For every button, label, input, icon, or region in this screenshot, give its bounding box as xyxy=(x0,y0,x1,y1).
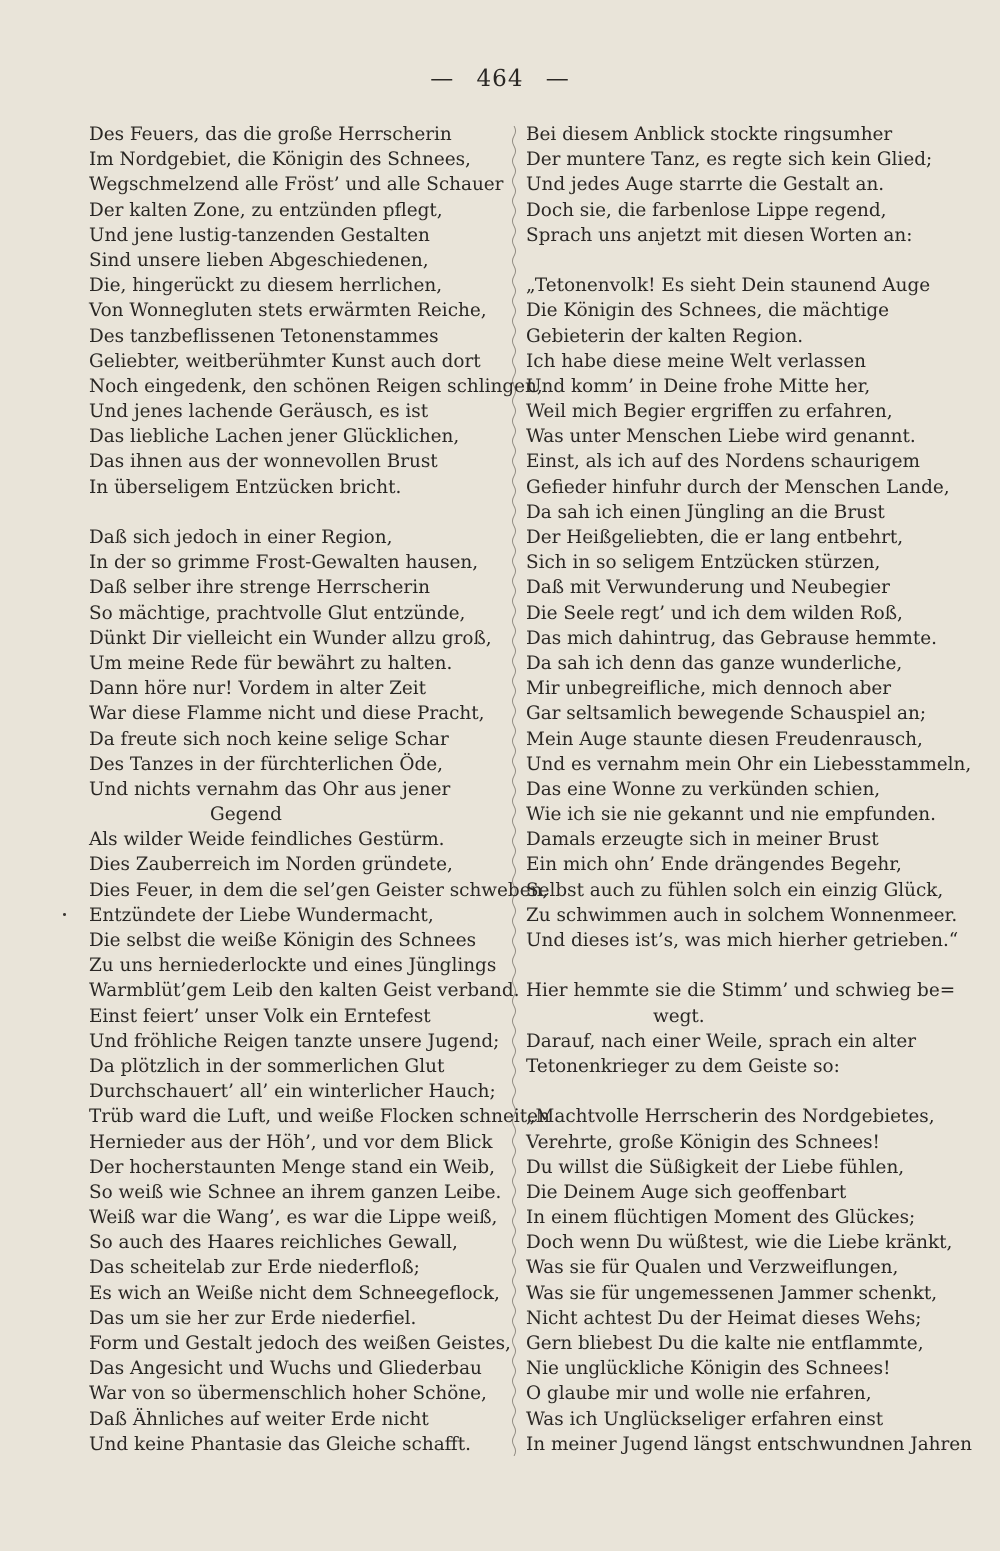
text-line: Um meine Rede für bewährt zu halten. xyxy=(89,652,453,674)
text-line: Doch sie, die farbenlose Lippe regend, xyxy=(526,199,887,221)
text-line: Und keine Phantasie das Gleiche schafft. xyxy=(89,1433,471,1455)
right-column xyxy=(526,122,973,1457)
text-line: Und jedes Auge starrte die Gestalt an. xyxy=(526,174,885,196)
text-line: Da plötzlich in der sommerlichen Glut xyxy=(89,1055,445,1077)
text-line: Der muntere Tanz, es regte sich kein Glied; xyxy=(526,149,933,171)
text-line: Warmblüt’gem Leib den kalten Geist verband. xyxy=(89,980,520,1002)
text-line: Das ihnen aus der wonnevollen Brust xyxy=(89,451,438,473)
page-number: 464 xyxy=(476,66,524,92)
text-line: Dies Feuer, in dem die sel’gen Geister schweben, xyxy=(89,879,549,901)
text-line: Darauf, nach einer Weile, sprach ein alter xyxy=(526,1030,917,1052)
text-line: Da sah ich denn das ganze wunderliche, xyxy=(526,652,903,674)
text-line: Form und Gestalt jedoch des weißen Geistes, xyxy=(89,1333,511,1354)
text-line: Und jenes lachende Geräusch, es ist xyxy=(89,401,429,423)
left-stanza-2b xyxy=(89,827,550,1457)
text-line: Was sie für Qualen und Verzweiflungen, xyxy=(526,1257,899,1279)
text-line: Wegschmelzend alle Fröst’ und alle Schauer xyxy=(89,174,504,196)
text-line: Nie unglückliche Königin des Schnees! xyxy=(526,1358,891,1380)
text-line: Der kalten Zone, zu entzünden pflegt, xyxy=(89,199,443,221)
right-stanza-3 xyxy=(526,1029,936,1079)
text-line: In der so grimme Frost-Gewalten hausen, xyxy=(89,552,479,574)
text-line: Zu schwimmen auch in solchem Wonnenmeer. xyxy=(526,904,958,926)
text-line: So weiß wie Schnee an ihrem ganzen Leibe. xyxy=(89,1181,502,1203)
text-line: Gefieder hinfuhr durch der Menschen Lande, xyxy=(526,476,950,498)
text-line: Das scheitelab zur Erde niederfloß; xyxy=(89,1257,420,1279)
text-line: Geliebter, weitberühmter Kunst auch dort xyxy=(89,350,481,372)
text-line: Gern bliebest Du die kalte nie entflammte, xyxy=(526,1333,924,1354)
text-line: Im Nordgebiet, die Königin des Schnees, xyxy=(89,149,471,171)
text-line: Entzündete der Liebe Wundermacht, xyxy=(89,904,434,926)
text-line: Hernieder aus der Höh’, und vor dem Blick xyxy=(89,1131,493,1153)
text-line: Sprach uns anjetzt mit diesen Worten an: xyxy=(526,224,913,246)
text-line: Die Königin des Schnees, die mächtige xyxy=(526,300,890,322)
text-line: Daß selber ihre strenge Herrscherin xyxy=(89,577,430,599)
text-line: Das um sie her zur Erde niederfiel. xyxy=(89,1307,417,1329)
text-line: Es wich an Weiße nicht dem Schneegeflock, xyxy=(89,1282,500,1304)
text-line: So mächtige, prachtvolle Glut entzünde, xyxy=(89,602,466,624)
text-line: Und nichts vernahm das Ohr aus jener xyxy=(89,778,451,800)
text-line: Doch wenn Du wüßtest, wie die Liebe kränkt, xyxy=(526,1232,953,1254)
text-line: Zu uns herniederlockte und eines Jünglings xyxy=(89,955,497,977)
text-line: War diese Flamme nicht und diese Pracht, xyxy=(89,703,485,725)
text-line: Gebieterin der kalten Region. xyxy=(526,325,804,347)
text-line: Und jene lustig-tanzenden Gestalten xyxy=(89,224,430,246)
text-line: Die, hingerückt zu diesem herrlichen, xyxy=(89,275,443,297)
text-line: In einem flüchtigen Moment des Glückes; xyxy=(526,1207,916,1229)
text-line: Die Deinem Auge sich geoffenbart xyxy=(526,1181,847,1203)
text-line: Da freute sich noch keine selige Schar xyxy=(89,728,449,750)
text-line: Daß Ähnliches auf weiter Erde nicht xyxy=(89,1408,429,1430)
text-line: Des tanzbeflissenen Tetonenstammes xyxy=(89,325,439,347)
text-line: Und fröhliche Reigen tanzte unsere Jugend; xyxy=(89,1030,500,1052)
text-line: Dünkt Dir vielleicht ein Wunder allzu groß, xyxy=(89,627,492,649)
text-line: Verehrte, große Königin des Schnees! xyxy=(526,1131,880,1153)
margin-mark xyxy=(63,913,66,916)
text-line: Das mich dahintrug, das Gebrause hemmte. xyxy=(526,627,937,649)
text-line: Tetonenkrieger zu dem Geiste so: xyxy=(526,1055,840,1077)
text-line: Was sie für ungemessenen Jammer schenkt, xyxy=(526,1282,938,1304)
text-line: Mir unbegreifliche, mich dennoch aber xyxy=(526,678,892,700)
text-line: Die Seele regt’ und ich dem wilden Roß, xyxy=(526,602,903,624)
page-number-header xyxy=(0,66,1000,92)
text-line: So auch des Haares reichliches Gewall, xyxy=(89,1232,458,1254)
dash-left: — xyxy=(430,66,455,92)
text-line: Sich in so seligem Entzücken stürzen, xyxy=(526,552,881,574)
right-stanza-4 xyxy=(526,1104,973,1457)
right-stanza-1 xyxy=(526,122,936,248)
text-line: Mein Auge staunte diesen Freudenrausch, xyxy=(526,728,923,750)
text-line: Durchschauert’ all’ ein winterlicher Hauch; xyxy=(89,1081,496,1103)
text-line: Das eine Wonne zu verkünden schien, xyxy=(526,778,881,800)
text-line: Als wilder Weide feindliches Gestürm. xyxy=(89,829,445,851)
text-line: Gar seltsamlich bewegende Schauspiel an; xyxy=(526,703,927,725)
text-line: Und dieses ist’s, was mich hierher getrieben.“ xyxy=(526,930,959,951)
text-line: Was unter Menschen Liebe wird genannt. xyxy=(526,426,916,448)
text-line: Und komm’ in Deine frohe Mitte her, xyxy=(526,375,871,397)
text-line: Dann höre nur! Vordem in alter Zeit xyxy=(89,678,427,700)
text-line: Einst, als ich auf des Nordens schaurigem xyxy=(526,451,920,473)
text-line: Bei diesem Anblick stockte ringsumher xyxy=(526,124,893,145)
text-line: War von so übermenschlich hoher Schöne, xyxy=(89,1383,487,1405)
text-line: Einst feiert’ unser Volk ein Erntefest xyxy=(89,1005,431,1027)
text-line: Dies Zauberreich im Norden gründete, xyxy=(89,854,453,876)
text-line: Der Heißgeliebten, die er lang entbehrt, xyxy=(526,527,904,548)
text-line: Sind unsere lieben Abgeschiedenen, xyxy=(89,249,429,271)
text-line: Weiß war die Wang’, es war die Lippe weiß, xyxy=(89,1207,498,1229)
text-line: Hier hemmte sie die Stimm’ und schwieg be= xyxy=(526,980,956,1002)
text-line: Der hocherstaunten Menge stand ein Weib, xyxy=(89,1156,496,1178)
text-line: Des Tanzes in der fürchterlichen Öde, xyxy=(89,753,443,775)
text-line-continuation: wegt. xyxy=(653,1005,705,1027)
text-line: Des Feuers, das die große Herrscherin xyxy=(89,124,452,145)
text-line-continuation: Gegend xyxy=(210,804,282,826)
text-line: Das Angesicht und Wuchs und Gliederbau xyxy=(89,1358,482,1380)
text-line: Was ich Unglückseliger erfahren einst xyxy=(526,1408,884,1430)
text-line: In überseligem Entzücken bricht. xyxy=(89,476,402,498)
text-line: Damals erzeugte sich in meiner Brust xyxy=(526,829,879,851)
text-line: Daß sich jedoch in einer Region, xyxy=(89,527,393,548)
text-line: Von Wonnegluten stets erwärmten Reiche, xyxy=(89,300,487,322)
text-line: Weil mich Begier ergriffen zu erfahren, xyxy=(526,401,893,423)
text-line: Nicht achtest Du der Heimat dieses Wehs; xyxy=(526,1307,922,1329)
text-line: Das liebliche Lachen jener Glücklichen, xyxy=(89,426,460,448)
left-column xyxy=(89,122,550,1457)
dash-right: — xyxy=(545,66,570,92)
text-line: In meiner Jugend längst entschwundnen Jahren xyxy=(526,1433,973,1455)
left-stanza-1 xyxy=(89,122,543,500)
text-line: O glaube mir und wolle nie erfahren, xyxy=(526,1383,872,1405)
text-line: Ein mich ohn’ Ende drängendes Begehr, xyxy=(526,854,902,876)
column-divider xyxy=(507,126,521,1456)
text-line: Du willst die Süßigkeit der Liebe fühlen, xyxy=(526,1156,905,1178)
text-line: „Machtvolle Herrscherin des Nordgebietes, xyxy=(526,1106,935,1128)
text-line: Ich habe diese meine Welt verlassen xyxy=(526,350,866,372)
text-line: Die selbst die weiße Königin des Schnees xyxy=(89,930,477,951)
text-line: Trüb ward die Luft, und weiße Flocken schneiten xyxy=(89,1106,550,1128)
text-line: Und es vernahm mein Ohr ein Liebesstammeln, xyxy=(526,753,972,775)
text-line: „Tetonenvolk! Es sieht Dein staunend Auge xyxy=(526,275,931,297)
text-line: Da sah ich einen Jüngling an die Brust xyxy=(526,501,885,523)
text-line: Noch eingedenk, den schönen Reigen schlingen, xyxy=(89,375,543,397)
right-stanza-2 xyxy=(526,273,972,953)
text-line: Selbst auch zu fühlen solch ein einzig Glück, xyxy=(526,879,944,901)
left-stanza-2a xyxy=(89,525,499,802)
text-line: Wie ich sie nie gekannt und nie empfunden. xyxy=(526,804,936,826)
text-line: Daß mit Verwunderung und Neubegier xyxy=(526,577,890,599)
